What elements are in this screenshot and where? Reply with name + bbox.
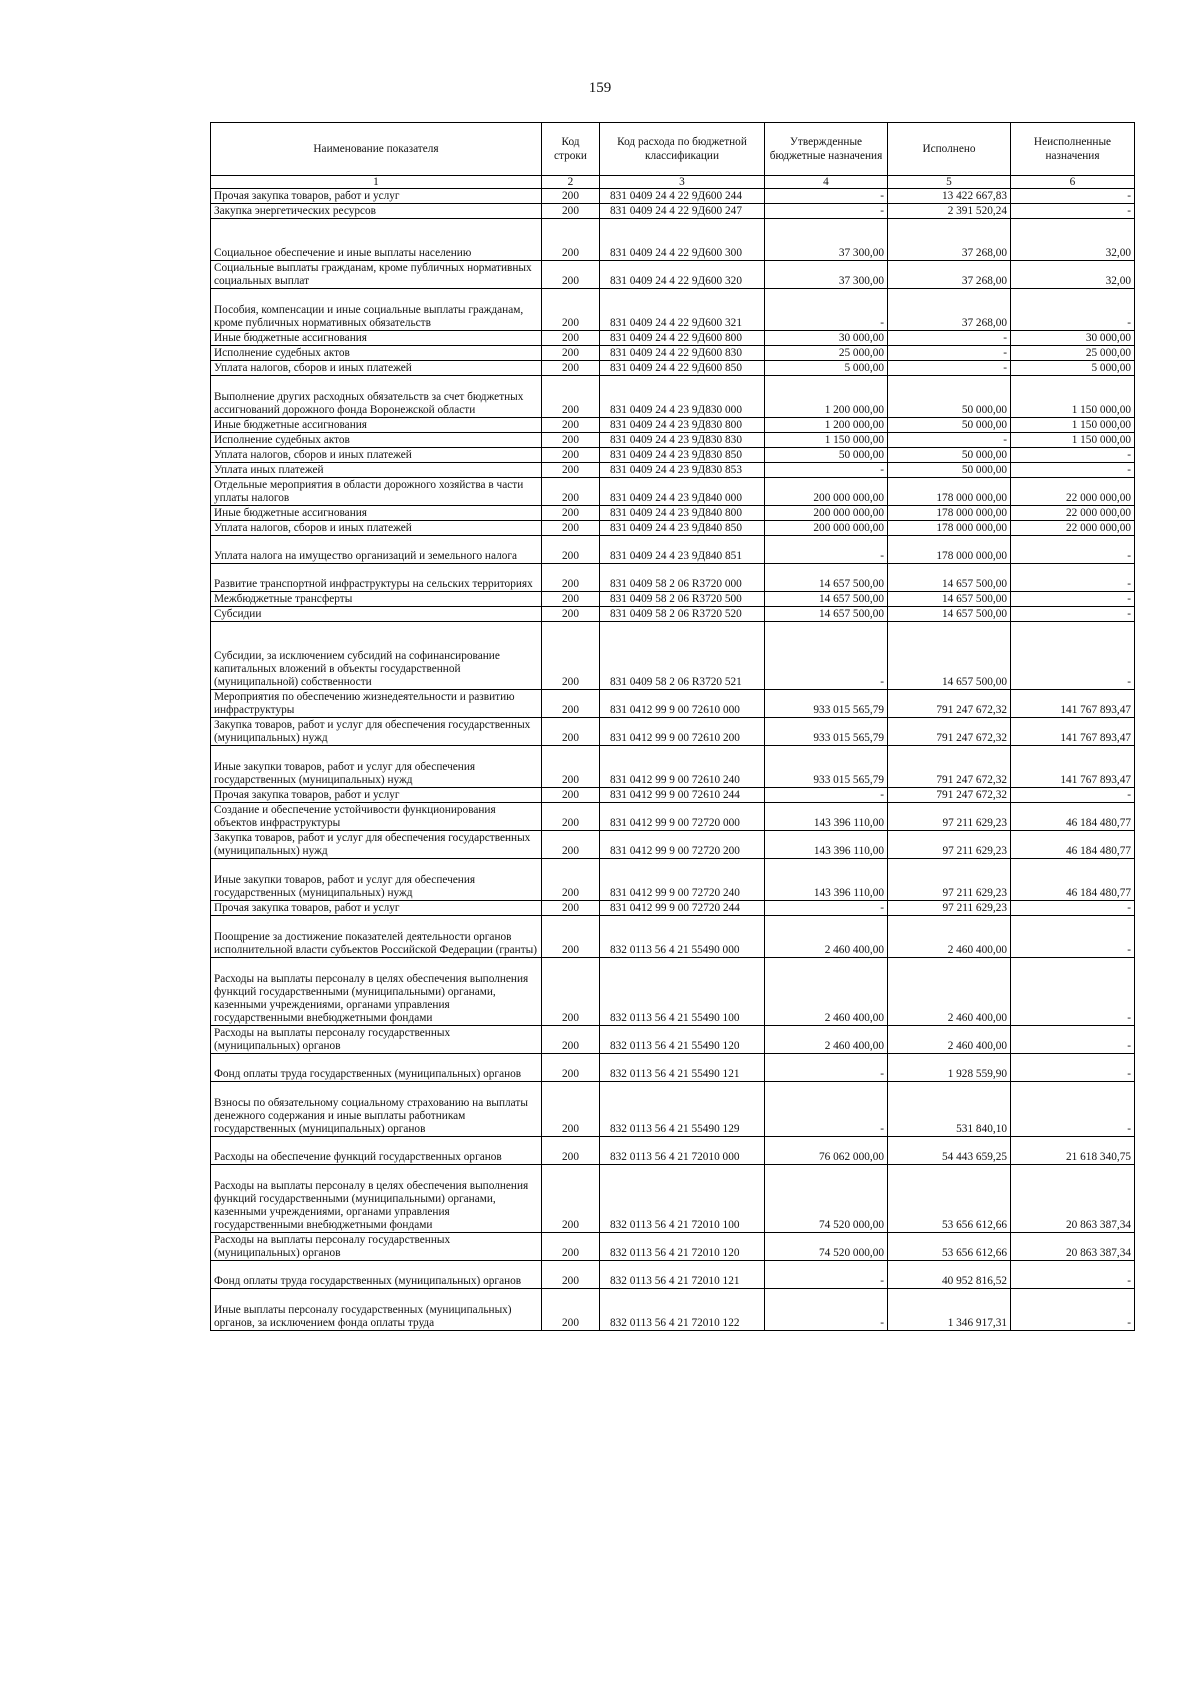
unexecuted-amount-cell: - xyxy=(1011,916,1135,958)
executed-amount-cell: 178 000 000,00 xyxy=(888,478,1011,506)
table-row xyxy=(211,261,1135,289)
header-line-code: Код строки xyxy=(542,123,600,176)
line-code-cell: 200 xyxy=(542,788,600,803)
table-row xyxy=(211,607,1135,622)
header-budget-classification-code: Код расхода по бюджетной классификации xyxy=(600,123,765,176)
table-row xyxy=(211,1165,1135,1233)
indicator-name-cell: Прочая закупка товаров, работ и услуг xyxy=(211,901,542,916)
unexecuted-amount-cell: - xyxy=(1011,1261,1135,1289)
approved-amount-cell: 933 015 565,79 xyxy=(765,746,888,788)
column-number: 4 xyxy=(765,176,888,189)
line-code-cell: 200 xyxy=(542,506,600,521)
table-row xyxy=(211,592,1135,607)
unexecuted-amount-cell: 1 150 000,00 xyxy=(1011,418,1135,433)
indicator-name-cell: Фонд оплаты труда государственных (муниципальных) органов xyxy=(211,1054,542,1082)
line-code-cell: 200 xyxy=(542,478,600,506)
approved-amount-cell: 2 460 400,00 xyxy=(765,958,888,1026)
unexecuted-amount-cell: - xyxy=(1011,958,1135,1026)
indicator-name-cell: Выполнение других расходных обязательств за счет бюджетных ассигнований дорожного фонда Воронежской области xyxy=(211,376,542,418)
executed-amount-cell: 791 247 672,32 xyxy=(888,718,1011,746)
unexecuted-amount-cell: 20 863 387,34 xyxy=(1011,1165,1135,1233)
indicator-name-cell: Мероприятия по обеспечению жизнедеятельности и развитию инфраструктуры xyxy=(211,690,542,718)
unexecuted-amount-cell: - xyxy=(1011,1054,1135,1082)
line-code-cell: 200 xyxy=(542,592,600,607)
classification-code-cell: 831 0409 24 4 23 9Д840 800 xyxy=(600,506,765,521)
table-row xyxy=(211,622,1135,690)
indicator-name-cell: Расходы на выплаты персоналу государственных (муниципальных) органов xyxy=(211,1233,542,1261)
table-row xyxy=(211,506,1135,521)
classification-code-cell: 831 0409 24 4 22 9Д600 300 xyxy=(600,219,765,261)
indicator-name-cell: Межбюджетные трансферты xyxy=(211,592,542,607)
classification-code-cell: 831 0412 99 9 00 72610 244 xyxy=(600,788,765,803)
line-code-cell: 200 xyxy=(542,901,600,916)
indicator-name-cell: Исполнение судебных актов xyxy=(211,346,542,361)
budget-execution-table xyxy=(210,122,1135,1331)
line-code-cell: 200 xyxy=(542,418,600,433)
classification-code-cell: 831 0409 24 4 23 9Д830 800 xyxy=(600,418,765,433)
approved-amount-cell: 2 460 400,00 xyxy=(765,1026,888,1054)
line-code-cell: 200 xyxy=(542,376,600,418)
executed-amount-cell: 37 268,00 xyxy=(888,289,1011,331)
table-row xyxy=(211,1289,1135,1331)
column-number: 1 xyxy=(211,176,542,189)
indicator-name-cell: Социальные выплаты гражданам, кроме публичных нормативных социальных выплат xyxy=(211,261,542,289)
table-row xyxy=(211,803,1135,831)
executed-amount-cell: 791 247 672,32 xyxy=(888,746,1011,788)
executed-amount-cell: 531 840,10 xyxy=(888,1082,1011,1137)
approved-amount-cell: - xyxy=(765,463,888,478)
indicator-name-cell: Взносы по обязательному социальному страхованию на выплаты денежного содержания и иные выплаты работникам государственных (муниципальных) органов xyxy=(211,1082,542,1137)
table-row xyxy=(211,346,1135,361)
executed-amount-cell: 14 657 500,00 xyxy=(888,564,1011,592)
executed-amount-cell: 1 928 559,90 xyxy=(888,1054,1011,1082)
unexecuted-amount-cell: 32,00 xyxy=(1011,261,1135,289)
indicator-name-cell: Расходы на выплаты персоналу в целях обеспечения выполнения функций государственными (муниципальными) органами, казенными учреждениями, органами управления государственными внебюджетными фондами xyxy=(211,958,542,1026)
line-code-cell: 200 xyxy=(542,1289,600,1331)
executed-amount-cell: - xyxy=(888,331,1011,346)
executed-amount-cell: 50 000,00 xyxy=(888,448,1011,463)
indicator-name-cell: Уплата иных платежей xyxy=(211,463,542,478)
indicator-name-cell: Иные закупки товаров, работ и услуг для обеспечения государственных (муниципальных) нужд xyxy=(211,859,542,901)
classification-code-cell: 831 0409 24 4 23 9Д830 830 xyxy=(600,433,765,448)
indicator-name-cell: Пособия, компенсации и иные социальные выплаты гражданам, кроме публичных нормативных обязательств xyxy=(211,289,542,331)
classification-code-cell: 831 0409 24 4 22 9Д600 320 xyxy=(600,261,765,289)
indicator-name-cell: Уплата налогов, сборов и иных платежей xyxy=(211,361,542,376)
indicator-name-cell: Расходы на выплаты персоналу в целях обеспечения выполнения функций государственными (муниципальными) органами, казенными учреждениями, органами управления государственными внебюджетными фондами xyxy=(211,1165,542,1233)
table-row xyxy=(211,1026,1135,1054)
executed-amount-cell: - xyxy=(888,433,1011,448)
unexecuted-amount-cell: 21 618 340,75 xyxy=(1011,1137,1135,1165)
table-row xyxy=(211,521,1135,536)
indicator-name-cell: Иные бюджетные ассигнования xyxy=(211,506,542,521)
line-code-cell: 200 xyxy=(542,1137,600,1165)
approved-amount-cell: 1 200 000,00 xyxy=(765,418,888,433)
executed-amount-cell: 14 657 500,00 xyxy=(888,622,1011,690)
line-code-cell: 200 xyxy=(542,346,600,361)
executed-amount-cell: 14 657 500,00 xyxy=(888,592,1011,607)
executed-amount-cell: 40 952 816,52 xyxy=(888,1261,1011,1289)
unexecuted-amount-cell: 46 184 480,77 xyxy=(1011,859,1135,901)
approved-amount-cell: 2 460 400,00 xyxy=(765,916,888,958)
executed-amount-cell: - xyxy=(888,346,1011,361)
header-unexecuted-appropriations: Неисполненные назначения xyxy=(1011,123,1135,176)
classification-code-cell: 831 0409 24 4 23 9Д830 850 xyxy=(600,448,765,463)
table-row xyxy=(211,376,1135,418)
executed-amount-cell: 2 391 520,24 xyxy=(888,204,1011,219)
classification-code-cell: 832 0113 56 4 21 72010 122 xyxy=(600,1289,765,1331)
indicator-name-cell: Субсидии, за исключением субсидий на софинансирование капитальных вложений в объекты государственной (муниципальной) собственности xyxy=(211,622,542,690)
line-code-cell: 200 xyxy=(542,718,600,746)
approved-amount-cell: - xyxy=(765,536,888,564)
table-row xyxy=(211,1082,1135,1137)
table-row xyxy=(211,1054,1135,1082)
line-code-cell: 200 xyxy=(542,564,600,592)
table-row xyxy=(211,564,1135,592)
classification-code-cell: 831 0409 24 4 23 9Д840 851 xyxy=(600,536,765,564)
approved-amount-cell: 14 657 500,00 xyxy=(765,592,888,607)
executed-amount-cell: 14 657 500,00 xyxy=(888,607,1011,622)
approved-amount-cell: 200 000 000,00 xyxy=(765,506,888,521)
approved-amount-cell: - xyxy=(765,1054,888,1082)
classification-code-cell: 831 0409 24 4 23 9Д840 000 xyxy=(600,478,765,506)
approved-amount-cell: 1 150 000,00 xyxy=(765,433,888,448)
indicator-name-cell: Прочая закупка товаров, работ и услуг xyxy=(211,788,542,803)
classification-code-cell: 831 0409 24 4 22 9Д600 321 xyxy=(600,289,765,331)
line-code-cell: 200 xyxy=(542,859,600,901)
unexecuted-amount-cell: - xyxy=(1011,788,1135,803)
approved-amount-cell: 200 000 000,00 xyxy=(765,521,888,536)
executed-amount-cell: - xyxy=(888,361,1011,376)
approved-amount-cell: 37 300,00 xyxy=(765,261,888,289)
column-number: 6 xyxy=(1011,176,1135,189)
table-row xyxy=(211,718,1135,746)
table-row xyxy=(211,536,1135,564)
unexecuted-amount-cell: 5 000,00 xyxy=(1011,361,1135,376)
classification-code-cell: 831 0412 99 9 00 72610 000 xyxy=(600,690,765,718)
classification-code-cell: 831 0409 58 2 06 R3720 500 xyxy=(600,592,765,607)
approved-amount-cell: - xyxy=(765,1289,888,1331)
column-number: 2 xyxy=(542,176,600,189)
executed-amount-cell: 178 000 000,00 xyxy=(888,536,1011,564)
indicator-name-cell: Создание и обеспечение устойчивости функционирования объектов инфраструктуры xyxy=(211,803,542,831)
indicator-name-cell: Поощрение за достижение показателей деятельности органов исполнительной власти субъектов Российской Федерации (гранты) xyxy=(211,916,542,958)
executed-amount-cell: 13 422 667,83 xyxy=(888,189,1011,204)
executed-amount-cell: 53 656 612,66 xyxy=(888,1233,1011,1261)
unexecuted-amount-cell: - xyxy=(1011,463,1135,478)
table-row xyxy=(211,289,1135,331)
indicator-name-cell: Прочая закупка товаров, работ и услуг xyxy=(211,189,542,204)
table-row xyxy=(211,189,1135,204)
classification-code-cell: 831 0409 24 4 22 9Д600 247 xyxy=(600,204,765,219)
header-approved-appropriations: Утвержденные бюджетные назначения xyxy=(765,123,888,176)
unexecuted-amount-cell: 22 000 000,00 xyxy=(1011,521,1135,536)
line-code-cell: 200 xyxy=(542,916,600,958)
indicator-name-cell: Иные закупки товаров, работ и услуг для обеспечения государственных (муниципальных) нужд xyxy=(211,746,542,788)
line-code-cell: 200 xyxy=(542,521,600,536)
approved-amount-cell: 14 657 500,00 xyxy=(765,607,888,622)
unexecuted-amount-cell: - xyxy=(1011,289,1135,331)
indicator-name-cell: Уплата налогов, сборов и иных платежей xyxy=(211,521,542,536)
line-code-cell: 200 xyxy=(542,690,600,718)
approved-amount-cell: - xyxy=(765,788,888,803)
classification-code-cell: 831 0409 58 2 06 R3720 520 xyxy=(600,607,765,622)
executed-amount-cell: 37 268,00 xyxy=(888,261,1011,289)
unexecuted-amount-cell: 20 863 387,34 xyxy=(1011,1233,1135,1261)
unexecuted-amount-cell: 22 000 000,00 xyxy=(1011,478,1135,506)
classification-code-cell: 832 0113 56 4 21 72010 000 xyxy=(600,1137,765,1165)
classification-code-cell: 832 0113 56 4 21 55490 000 xyxy=(600,916,765,958)
unexecuted-amount-cell: 46 184 480,77 xyxy=(1011,831,1135,859)
classification-code-cell: 832 0113 56 4 21 55490 129 xyxy=(600,1082,765,1137)
executed-amount-cell: 1 346 917,31 xyxy=(888,1289,1011,1331)
line-code-cell: 200 xyxy=(542,331,600,346)
unexecuted-amount-cell: - xyxy=(1011,1289,1135,1331)
line-code-cell: 200 xyxy=(542,261,600,289)
table-row xyxy=(211,418,1135,433)
classification-code-cell: 831 0409 24 4 22 9Д600 800 xyxy=(600,331,765,346)
indicator-name-cell: Уплата налогов, сборов и иных платежей xyxy=(211,448,542,463)
table-row xyxy=(211,958,1135,1026)
line-code-cell: 200 xyxy=(542,204,600,219)
classification-code-cell: 831 0409 24 4 22 9Д600 830 xyxy=(600,346,765,361)
indicator-name-cell: Социальное обеспечение и иные выплаты населению xyxy=(211,219,542,261)
unexecuted-amount-cell: 141 767 893,47 xyxy=(1011,718,1135,746)
executed-amount-cell: 50 000,00 xyxy=(888,376,1011,418)
line-code-cell: 200 xyxy=(542,1233,600,1261)
approved-amount-cell: 1 200 000,00 xyxy=(765,376,888,418)
classification-code-cell: 831 0412 99 9 00 72610 200 xyxy=(600,718,765,746)
column-numbers-row xyxy=(211,176,1135,189)
table-row xyxy=(211,204,1135,219)
table-row xyxy=(211,690,1135,718)
indicator-name-cell: Развитие транспортной инфраструктуры на сельских территориях xyxy=(211,564,542,592)
unexecuted-amount-cell: 1 150 000,00 xyxy=(1011,433,1135,448)
executed-amount-cell: 50 000,00 xyxy=(888,463,1011,478)
executed-amount-cell: 178 000 000,00 xyxy=(888,506,1011,521)
header-executed: Исполнено xyxy=(888,123,1011,176)
approved-amount-cell: 200 000 000,00 xyxy=(765,478,888,506)
approved-amount-cell: 14 657 500,00 xyxy=(765,564,888,592)
table-row xyxy=(211,901,1135,916)
approved-amount-cell: - xyxy=(765,622,888,690)
unexecuted-amount-cell: - xyxy=(1011,564,1135,592)
classification-code-cell: 832 0113 56 4 21 72010 121 xyxy=(600,1261,765,1289)
classification-code-cell: 831 0412 99 9 00 72720 200 xyxy=(600,831,765,859)
line-code-cell: 200 xyxy=(542,607,600,622)
table-row xyxy=(211,859,1135,901)
indicator-name-cell: Закупка товаров, работ и услуг для обеспечения государственных (муниципальных) нужд xyxy=(211,831,542,859)
unexecuted-amount-cell: - xyxy=(1011,592,1135,607)
line-code-cell: 200 xyxy=(542,1054,600,1082)
line-code-cell: 200 xyxy=(542,536,600,564)
approved-amount-cell: 74 520 000,00 xyxy=(765,1165,888,1233)
table-row xyxy=(211,433,1135,448)
table-row xyxy=(211,361,1135,376)
indicator-name-cell: Закупка товаров, работ и услуг для обеспечения государственных (муниципальных) нужд xyxy=(211,718,542,746)
table-row xyxy=(211,1137,1135,1165)
classification-code-cell: 831 0412 99 9 00 72720 000 xyxy=(600,803,765,831)
executed-amount-cell: 2 460 400,00 xyxy=(888,958,1011,1026)
executed-amount-cell: 37 268,00 xyxy=(888,219,1011,261)
classification-code-cell: 832 0113 56 4 21 55490 120 xyxy=(600,1026,765,1054)
line-code-cell: 200 xyxy=(542,448,600,463)
table-row xyxy=(211,463,1135,478)
classification-code-cell: 831 0409 24 4 23 9Д830 853 xyxy=(600,463,765,478)
table-row xyxy=(211,219,1135,261)
classification-code-cell: 832 0113 56 4 21 72010 100 xyxy=(600,1165,765,1233)
classification-code-cell: 831 0409 58 2 06 R3720 521 xyxy=(600,622,765,690)
table-row xyxy=(211,831,1135,859)
unexecuted-amount-cell: - xyxy=(1011,536,1135,564)
executed-amount-cell: 97 211 629,23 xyxy=(888,901,1011,916)
executed-amount-cell: 791 247 672,32 xyxy=(888,788,1011,803)
table-row xyxy=(211,916,1135,958)
header-indicator-name: Наименование показателя xyxy=(211,123,542,176)
approved-amount-cell: 5 000,00 xyxy=(765,361,888,376)
line-code-cell: 200 xyxy=(542,1026,600,1054)
classification-code-cell: 831 0409 24 4 23 9Д830 000 xyxy=(600,376,765,418)
classification-code-cell: 832 0113 56 4 21 55490 100 xyxy=(600,958,765,1026)
page-number: 159 xyxy=(588,80,612,96)
line-code-cell: 200 xyxy=(542,958,600,1026)
column-number: 3 xyxy=(600,176,765,189)
classification-code-cell: 831 0409 58 2 06 R3720 000 xyxy=(600,564,765,592)
indicator-name-cell: Отдельные мероприятия в области дорожного хозяйства в части уплаты налогов xyxy=(211,478,542,506)
line-code-cell: 200 xyxy=(542,803,600,831)
indicator-name-cell: Иные бюджетные ассигнования xyxy=(211,331,542,346)
approved-amount-cell: - xyxy=(765,1082,888,1137)
approved-amount-cell: 25 000,00 xyxy=(765,346,888,361)
executed-amount-cell: 2 460 400,00 xyxy=(888,1026,1011,1054)
line-code-cell: 200 xyxy=(542,831,600,859)
classification-code-cell: 831 0412 99 9 00 72610 240 xyxy=(600,746,765,788)
line-code-cell: 200 xyxy=(542,463,600,478)
line-code-cell: 200 xyxy=(542,1165,600,1233)
unexecuted-amount-cell: - xyxy=(1011,448,1135,463)
unexecuted-amount-cell: 46 184 480,77 xyxy=(1011,803,1135,831)
executed-amount-cell: 50 000,00 xyxy=(888,418,1011,433)
approved-amount-cell: 30 000,00 xyxy=(765,331,888,346)
executed-amount-cell: 53 656 612,66 xyxy=(888,1165,1011,1233)
unexecuted-amount-cell: - xyxy=(1011,622,1135,690)
classification-code-cell: 831 0409 24 4 23 9Д840 850 xyxy=(600,521,765,536)
table-row xyxy=(211,478,1135,506)
unexecuted-amount-cell: - xyxy=(1011,607,1135,622)
header-row xyxy=(211,123,1135,176)
column-number: 5 xyxy=(888,176,1011,189)
executed-amount-cell: 97 211 629,23 xyxy=(888,803,1011,831)
unexecuted-amount-cell: 1 150 000,00 xyxy=(1011,376,1135,418)
unexecuted-amount-cell: - xyxy=(1011,901,1135,916)
indicator-name-cell: Иные бюджетные ассигнования xyxy=(211,418,542,433)
line-code-cell: 200 xyxy=(542,189,600,204)
approved-amount-cell: 76 062 000,00 xyxy=(765,1137,888,1165)
indicator-name-cell: Уплата налога на имущество организаций и земельного налога xyxy=(211,536,542,564)
unexecuted-amount-cell: 30 000,00 xyxy=(1011,331,1135,346)
classification-code-cell: 832 0113 56 4 21 72010 120 xyxy=(600,1233,765,1261)
unexecuted-amount-cell: - xyxy=(1011,189,1135,204)
line-code-cell: 200 xyxy=(542,361,600,376)
executed-amount-cell: 791 247 672,32 xyxy=(888,690,1011,718)
indicator-name-cell: Фонд оплаты труда государственных (муниципальных) органов xyxy=(211,1261,542,1289)
executed-amount-cell: 97 211 629,23 xyxy=(888,859,1011,901)
indicator-name-cell: Расходы на выплаты персоналу государственных (муниципальных) органов xyxy=(211,1026,542,1054)
unexecuted-amount-cell: 141 767 893,47 xyxy=(1011,690,1135,718)
unexecuted-amount-cell: - xyxy=(1011,204,1135,219)
table-row xyxy=(211,331,1135,346)
table-row xyxy=(211,1261,1135,1289)
approved-amount-cell: - xyxy=(765,1261,888,1289)
indicator-name-cell: Иные выплаты персоналу государственных (муниципальных) органов, за исключением фонда оплаты труда xyxy=(211,1289,542,1331)
approved-amount-cell: - xyxy=(765,901,888,916)
line-code-cell: 200 xyxy=(542,433,600,448)
approved-amount-cell: - xyxy=(765,189,888,204)
executed-amount-cell: 54 443 659,25 xyxy=(888,1137,1011,1165)
classification-code-cell: 832 0113 56 4 21 55490 121 xyxy=(600,1054,765,1082)
unexecuted-amount-cell: 25 000,00 xyxy=(1011,346,1135,361)
approved-amount-cell: 74 520 000,00 xyxy=(765,1233,888,1261)
approved-amount-cell: 50 000,00 xyxy=(765,448,888,463)
line-code-cell: 200 xyxy=(542,219,600,261)
indicator-name-cell: Закупка энергетических ресурсов xyxy=(211,204,542,219)
classification-code-cell: 831 0409 24 4 22 9Д600 244 xyxy=(600,189,765,204)
table-row xyxy=(211,788,1135,803)
approved-amount-cell: - xyxy=(765,289,888,331)
table-row xyxy=(211,1233,1135,1261)
line-code-cell: 200 xyxy=(542,746,600,788)
approved-amount-cell: - xyxy=(765,204,888,219)
table-row xyxy=(211,448,1135,463)
approved-amount-cell: 933 015 565,79 xyxy=(765,690,888,718)
line-code-cell: 200 xyxy=(542,1261,600,1289)
indicator-name-cell: Расходы на обеспечение функций государственных органов xyxy=(211,1137,542,1165)
unexecuted-amount-cell: 22 000 000,00 xyxy=(1011,506,1135,521)
unexecuted-amount-cell: 141 767 893,47 xyxy=(1011,746,1135,788)
classification-code-cell: 831 0409 24 4 22 9Д600 850 xyxy=(600,361,765,376)
unexecuted-amount-cell: - xyxy=(1011,1026,1135,1054)
unexecuted-amount-cell: 32,00 xyxy=(1011,219,1135,261)
line-code-cell: 200 xyxy=(542,1082,600,1137)
line-code-cell: 200 xyxy=(542,289,600,331)
classification-code-cell: 831 0412 99 9 00 72720 240 xyxy=(600,859,765,901)
indicator-name-cell: Субсидии xyxy=(211,607,542,622)
executed-amount-cell: 2 460 400,00 xyxy=(888,916,1011,958)
executed-amount-cell: 178 000 000,00 xyxy=(888,521,1011,536)
table-row xyxy=(211,746,1135,788)
approved-amount-cell: 933 015 565,79 xyxy=(765,718,888,746)
unexecuted-amount-cell: - xyxy=(1011,1082,1135,1137)
classification-code-cell: 831 0412 99 9 00 72720 244 xyxy=(600,901,765,916)
approved-amount-cell: 143 396 110,00 xyxy=(765,831,888,859)
executed-amount-cell: 97 211 629,23 xyxy=(888,831,1011,859)
approved-amount-cell: 37 300,00 xyxy=(765,219,888,261)
approved-amount-cell: 143 396 110,00 xyxy=(765,803,888,831)
approved-amount-cell: 143 396 110,00 xyxy=(765,859,888,901)
indicator-name-cell: Исполнение судебных актов xyxy=(211,433,542,448)
line-code-cell: 200 xyxy=(542,622,600,690)
table-body xyxy=(211,189,1135,1331)
